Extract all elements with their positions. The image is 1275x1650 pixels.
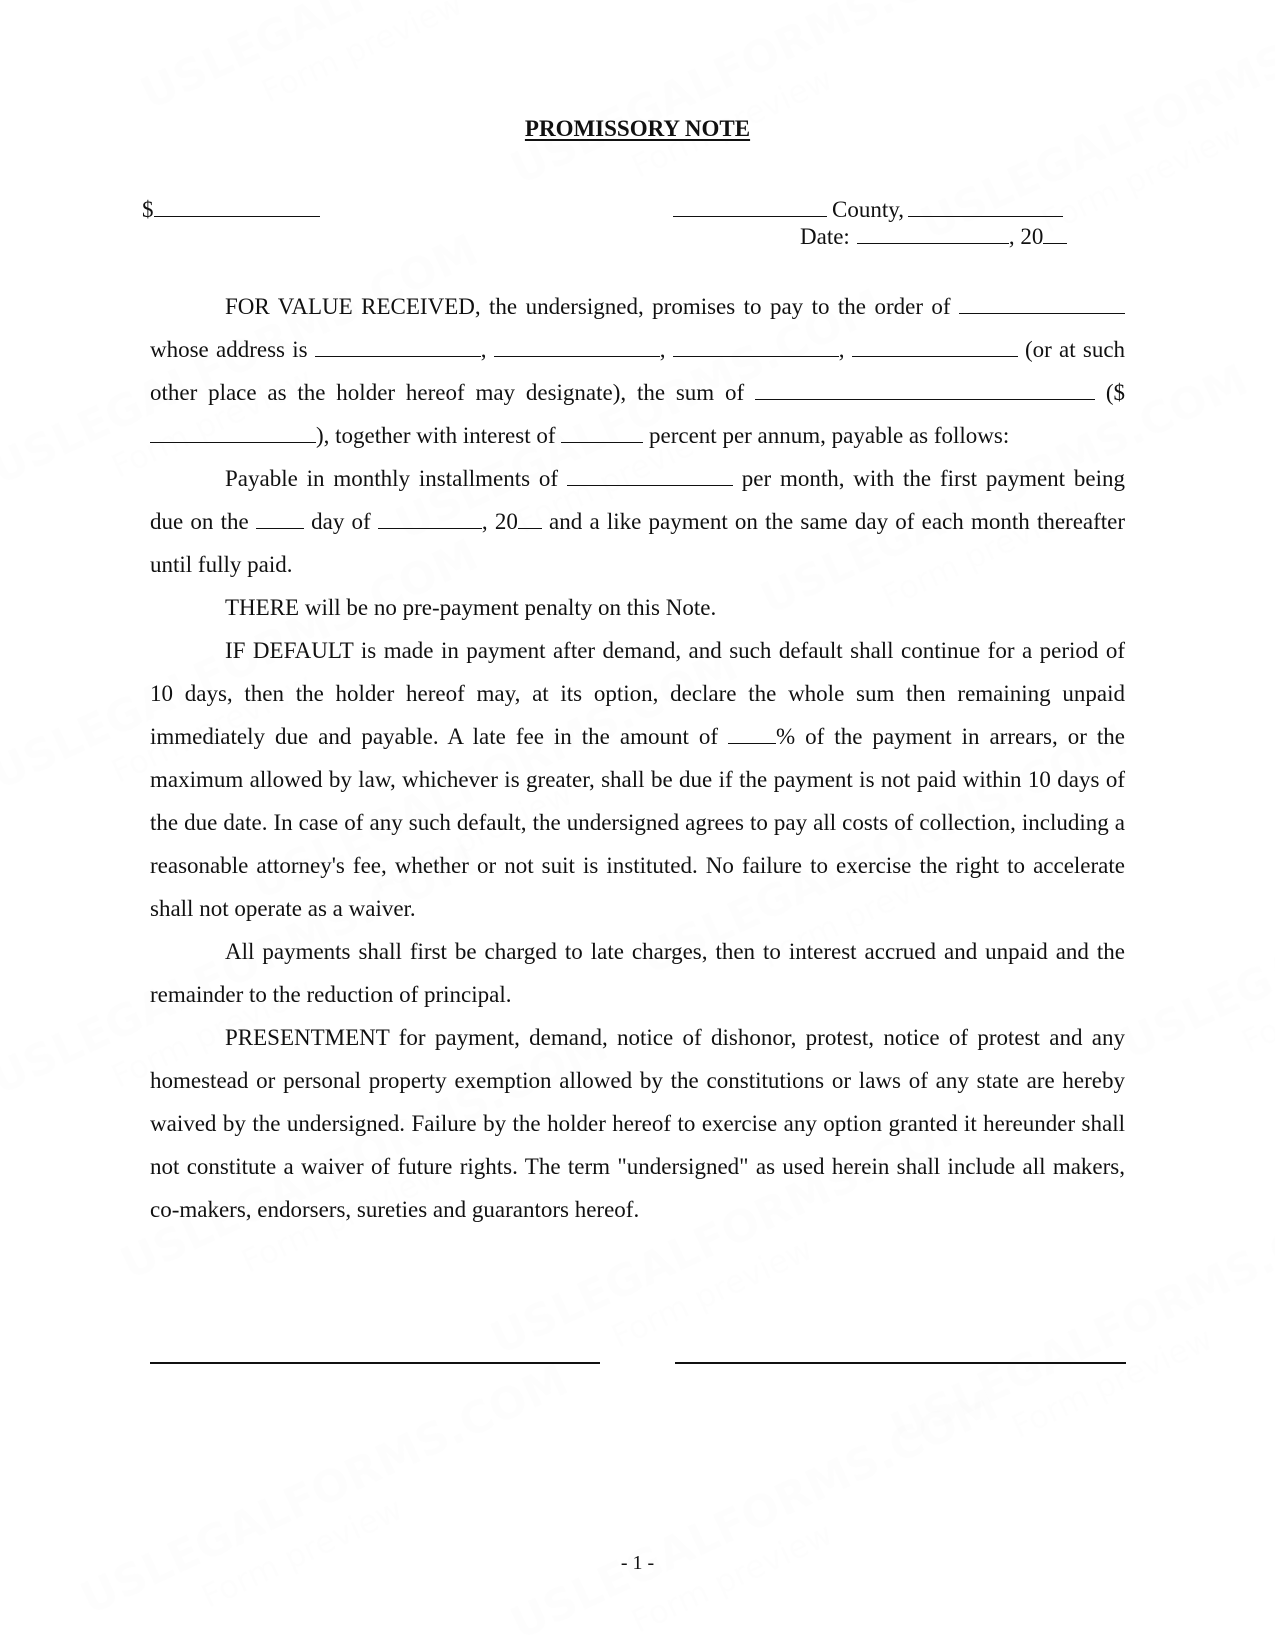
p1-text-e: ), together with interest of bbox=[316, 423, 556, 448]
paragraph-payment-terms: FOR VALUE RECEIVED, the undersigned, promises to pay to the order of whose address is , , , (or at such other place as the holder hereof may designate), the sum of ($), together with interest of percent per annum, payable as follows: bbox=[150, 294, 1126, 448]
watermark-brand bbox=[503, 0, 1006, 195]
p1-text-d: ($ bbox=[1105, 380, 1126, 405]
p2-text-d: , 20 bbox=[481, 509, 518, 534]
year-blank[interactable] bbox=[1043, 225, 1067, 244]
interest-rate-blank[interactable] bbox=[561, 424, 643, 443]
paragraph-prepayment: THERE will be no pre-payment penalty on this Note. bbox=[225, 595, 717, 620]
paragraph-default bbox=[150, 629, 1125, 930]
watermark-sub bbox=[626, 1515, 839, 1641]
watermark-stamp bbox=[73, 1354, 593, 1650]
address-blank-2[interactable] bbox=[494, 338, 660, 357]
watermark-brand bbox=[73, 1354, 576, 1625]
p4-text-a: IF DEFAULT is made in payment after demand, and such default shall continue for a period of 10 days, then the holder hereof may, at its option, declare the whole sum then remaining unpaid immediately due and payable. A late fee in the amount of bbox=[150, 638, 1125, 749]
p2-text-b: per month, with the first payment being due on the bbox=[150, 466, 1126, 534]
paragraph-presentment: PRESENTMENT for payment, demand, notice of dishonor, protest, notice of protest and any homestead or personal property exemption allowed by the constitutions or laws of any state are hereby waived by the undersigned. Failure by the holder hereof to exercise any option granted it hereunder shall not constitute a waiver of future rights. The term "undersigned" as used herein shall include all makers, co-makers, endorsers, sureties and guarantors hereof. bbox=[150, 1025, 1125, 1222]
sum-amount-blank[interactable] bbox=[150, 424, 316, 443]
page-number: - 1 - bbox=[620, 1552, 655, 1574]
year-prefix: , 20 bbox=[1008, 224, 1044, 249]
dollar-sign: $ bbox=[142, 197, 154, 222]
watermark-brand bbox=[1113, 799, 1275, 1070]
payee-blank[interactable] bbox=[959, 295, 1125, 314]
amount-blank[interactable] bbox=[154, 198, 320, 217]
paragraph-installments bbox=[150, 457, 1125, 586]
p1-text-a: FOR VALUE RECEIVED, the undersigned, promises to pay to the order of bbox=[225, 294, 951, 319]
installment-blank[interactable] bbox=[567, 467, 733, 486]
p1-text-f: percent per annum, payable as follows: bbox=[649, 423, 1010, 448]
p1-text-c: (or at such other place as the holder hereof may designate), the sum of bbox=[150, 337, 1126, 405]
watermark-brand bbox=[133, 0, 636, 120]
address-blank-4[interactable] bbox=[852, 338, 1018, 357]
watermark-sub bbox=[256, 0, 469, 111]
late-fee-percent-blank[interactable] bbox=[728, 725, 776, 744]
watermark-stamp bbox=[503, 1379, 1023, 1650]
first-year-blank[interactable] bbox=[518, 510, 542, 529]
amount-field bbox=[142, 196, 320, 224]
document-body bbox=[150, 285, 1125, 1231]
watermark-sub bbox=[606, 1230, 819, 1356]
county-blank[interactable] bbox=[673, 198, 827, 217]
watermark-sub bbox=[1236, 935, 1275, 1061]
county-label: County, bbox=[832, 197, 904, 222]
p2-text-e: and a like payment on the same day of each month thereafter until fully paid. bbox=[150, 509, 1126, 577]
first-day-blank[interactable] bbox=[256, 510, 304, 529]
watermark-brand bbox=[503, 1379, 1006, 1650]
paragraph-application: All payments shall first be charged to late charges, then to interest accrued and unpaid and the remainder to the reduction of principal. bbox=[150, 939, 1125, 1007]
state-blank[interactable] bbox=[908, 198, 1063, 217]
p2-text-a: Payable in monthly installments of bbox=[225, 466, 559, 491]
date-blank[interactable] bbox=[857, 225, 1009, 244]
document-title: PROMISSORY NOTE bbox=[524, 116, 751, 141]
date-field bbox=[800, 223, 1067, 251]
date-label: Date: bbox=[800, 224, 850, 249]
address-blank-3[interactable] bbox=[673, 338, 839, 357]
first-month-blank[interactable] bbox=[378, 510, 482, 529]
watermark-sub bbox=[1006, 1320, 1219, 1446]
p4-text-b: % of the payment in arrears, or the maximum allowed by law, whichever is greater, shall be due if the payment is not paid within 10 days of the due date. In case of any such default, the undersigned agrees to pay all costs of collection, including a reasonable attorney's fee, whether or not suit is instituted. No failure to exercise the right to accelerate shall not operate as a waiver. bbox=[150, 724, 1125, 921]
sum-words-blank[interactable] bbox=[755, 381, 1095, 400]
county-field bbox=[673, 196, 1063, 224]
address-blank-1[interactable] bbox=[315, 338, 481, 357]
signature-line-right[interactable] bbox=[675, 1362, 1126, 1364]
watermark-stamp bbox=[1113, 799, 1275, 1107]
signature-line-left[interactable] bbox=[150, 1362, 600, 1364]
p2-text-c: day of bbox=[311, 509, 371, 534]
p1-text-b: whose address is bbox=[150, 337, 308, 362]
